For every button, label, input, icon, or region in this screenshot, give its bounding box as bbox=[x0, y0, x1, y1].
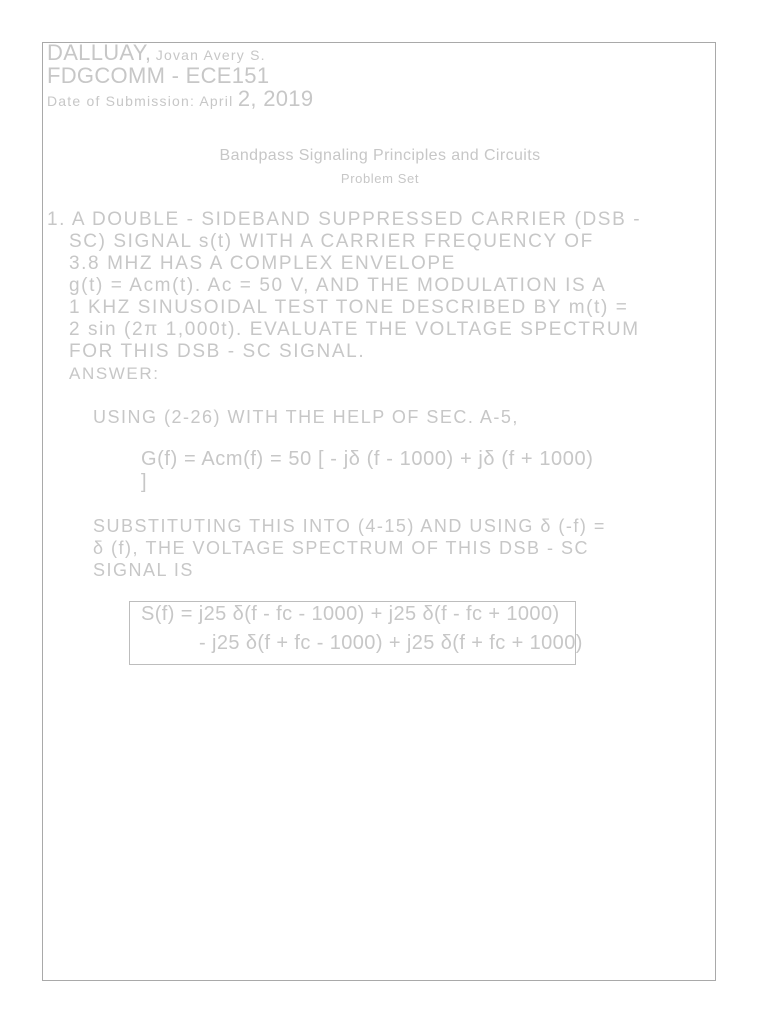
document-title: Bandpass Signaling Principles and Circuits bbox=[219, 147, 541, 164]
course-code: FDGCOMM - ECE151 bbox=[47, 63, 270, 88]
problem-line-1: 1. A DOUBLE - SIDEBAND SUPPRESSED CARRIER (DSB - bbox=[47, 209, 642, 230]
G-equation: G(f) = Acm(f) = 50 [ - jδ (f - 1000) + jδ (f + 1000) bbox=[141, 448, 594, 470]
document-subtitle: Problem Set bbox=[340, 171, 420, 186]
author-surname: DALLUAY, bbox=[47, 40, 152, 65]
problem-line-3: 3.8 MHZ HAS A COMPLEX ENVELOPE bbox=[69, 253, 456, 274]
problem-line-6: 2 sin (2π 1,000t). EVALUATE THE VOLTAGE SPECTRUM bbox=[69, 319, 640, 340]
substitution-line-1: SUBSTITUTING THIS INTO (4-15) AND USING δ (-f) = bbox=[93, 516, 606, 536]
substitution-line-2: δ (f), THE VOLTAGE SPECTRUM OF THIS DSB - SC bbox=[93, 538, 590, 558]
answer-using-line: USING (2-26) WITH THE HELP OF SEC. A-5, bbox=[93, 407, 519, 427]
S-equation-line-1: S(f) = j25 δ(f - fc - 1000) + j25 δ(f - fc + 1000) bbox=[141, 603, 560, 625]
problem-line-5: 1 KHZ SINUSOIDAL TEST TONE DESCRIBED BY m(t) = bbox=[69, 297, 629, 318]
submission-label: Date of Submission: April bbox=[47, 93, 234, 109]
author-given-name: Jovan Avery S. bbox=[155, 47, 266, 63]
submission-date bbox=[47, 86, 313, 112]
G-equation-close-bracket: ] bbox=[141, 471, 148, 493]
submission-day: 2, 2019 bbox=[237, 86, 314, 111]
substitution-line-3: SIGNAL IS bbox=[93, 560, 194, 580]
answer-label: ANSWER: bbox=[69, 364, 160, 383]
S-equation-line-2: - j25 δ(f + fc - 1000) + j25 δ(f + fc + 1000) bbox=[199, 632, 583, 654]
document-page bbox=[42, 42, 716, 981]
problem-line-7: FOR THIS DSB - SC SIGNAL. bbox=[69, 341, 366, 362]
problem-line-4: g(t) = Acm(t). Ac = 50 V, AND THE MODULATION IS A bbox=[69, 275, 607, 296]
problem-line-2: SC) SIGNAL s(t) WITH A CARRIER FREQUENCY OF bbox=[69, 231, 594, 252]
